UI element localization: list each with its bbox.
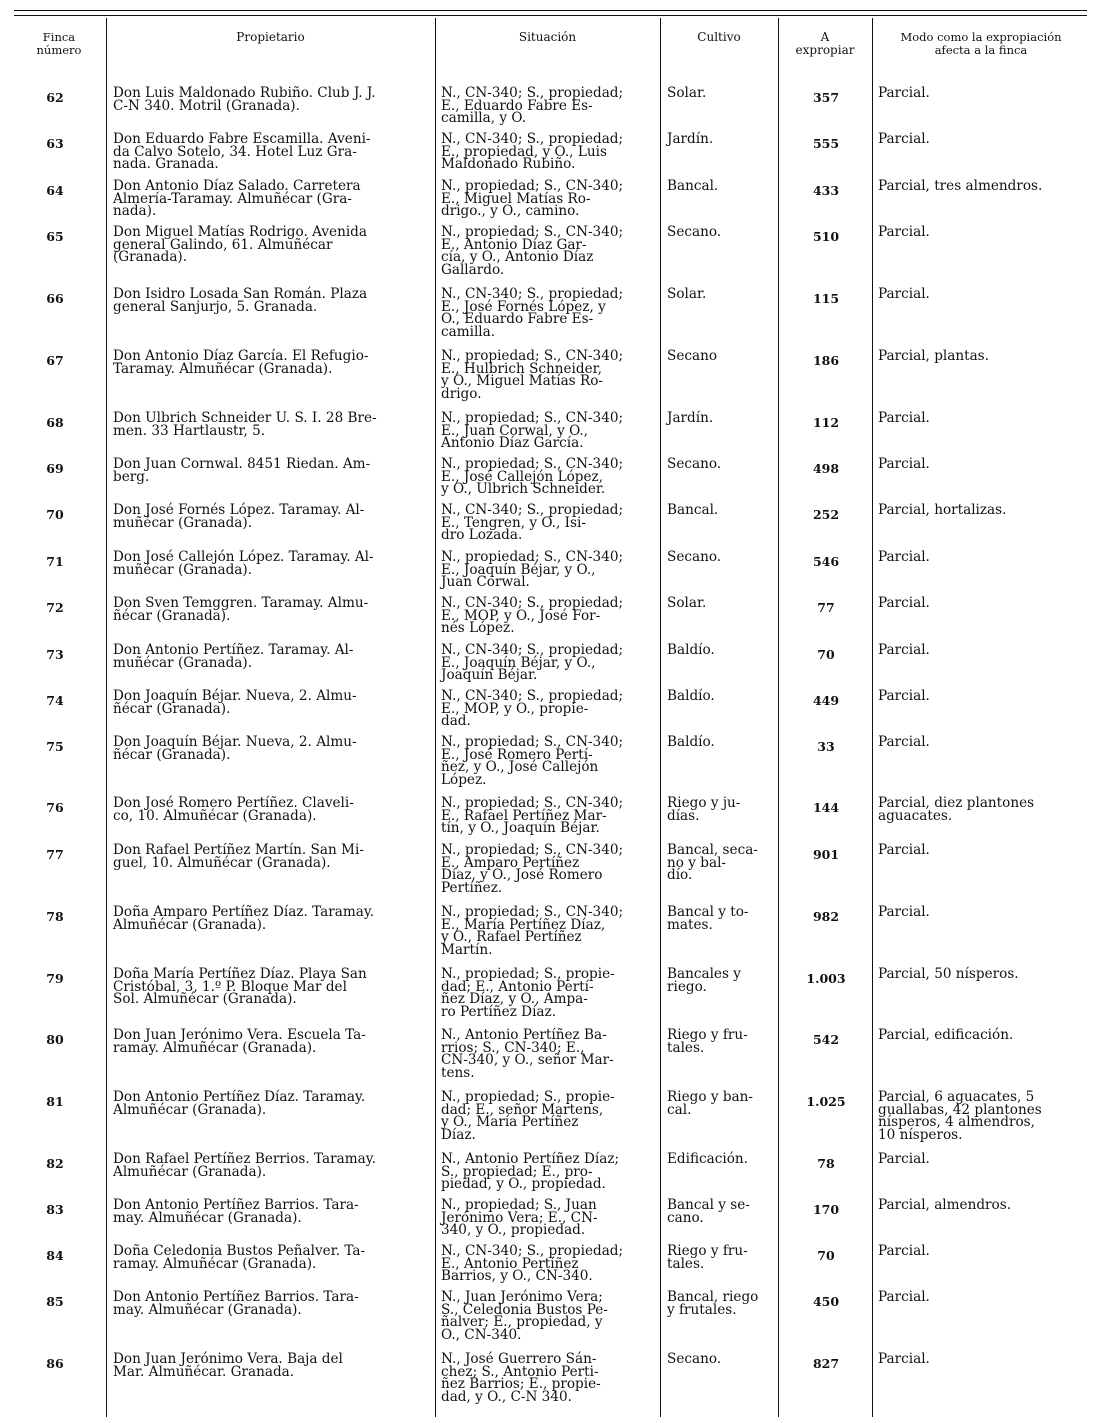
cell-cultivo: Secano. [667, 1351, 722, 1367]
cell-situacion: N., propiedad; S., CN-340; E., Antonio Díaz Gar- cía, y O., Antonio Díaz Gallardo. [441, 224, 624, 278]
cell-a-expropiar: 186 [812, 353, 840, 368]
cell-cultivo: Baldío. [667, 688, 715, 704]
header-modo: Modo como la expropiación afecta a la finca [900, 30, 1062, 57]
cell-finca-number: 65 [46, 229, 64, 244]
cell-cultivo: Bancales y riego. [667, 966, 741, 995]
cell-modo: Parcial, tres almendros. [878, 178, 1043, 194]
cell-finca-number: 67 [46, 353, 64, 368]
cell-situacion: N., CN-340; S., propiedad; E., MOP, y O., José For- nés López. [441, 595, 624, 636]
cell-propietario: Don Antonio Pertíñez Barrios. Tara- may. Almuñécar (Granada). [113, 1197, 359, 1226]
cell-finca-number: 83 [46, 1202, 64, 1217]
cell-a-expropiar: 170 [812, 1202, 840, 1217]
column-divider [872, 18, 873, 1417]
cell-propietario: Don Sven Temggren. Taramay. Almu- ñécar (Granada). [113, 595, 369, 624]
cell-modo: Parcial. [878, 1243, 930, 1259]
cell-a-expropiar: 70 [817, 1248, 835, 1263]
cell-modo: Parcial, diez plantones aguacates. [878, 795, 1035, 824]
cell-finca-number: 72 [46, 600, 64, 615]
header-finca: Finca número [36, 30, 82, 57]
cell-situacion: N., propiedad; S., CN-340; E., José Callejón López, y O., Ulbrich Schneider. [441, 456, 624, 497]
cell-cultivo: Jardín. [667, 410, 714, 426]
cell-modo: Parcial, 6 aguacates, 5 guallabas, 42 plantones nísperos, 4 almendros, 10 nísperos. [878, 1089, 1042, 1143]
cell-modo: Parcial. [878, 410, 930, 426]
cell-finca-number: 75 [46, 739, 64, 754]
header-a-expropiar: A expropiar [795, 30, 855, 57]
cell-situacion: N., propiedad; S., CN-340; E., Joaquín Béjar, y O., Juan Corwal. [441, 549, 624, 590]
cell-a-expropiar: 77 [817, 600, 835, 615]
cell-cultivo: Edificación. [667, 1151, 748, 1167]
cell-propietario: Don Antonio Díaz García. El Refugio- Taramay. Almuñécar (Granada). [113, 348, 369, 377]
cell-situacion: N., CN-340; S., propiedad; E., Joaquín Béjar, y O., Joaquín Béjar. [441, 642, 624, 683]
cell-propietario: Don Ulbrich Schneider U. S. I. 28 Bre- men. 33 Hartlaustr, 5. [113, 410, 377, 439]
cell-finca-number: 76 [46, 800, 64, 815]
cell-propietario: Don Rafael Pertíñez Martín. San Mi- guel, 10. Almuñécar (Granada). [113, 842, 364, 871]
cell-modo: Parcial, 50 nísperos. [878, 966, 1019, 982]
cell-propietario: Don José Romero Pertíñez. Claveli- co, 10. Almuñécar (Granada). [113, 795, 354, 824]
cell-a-expropiar: 70 [817, 647, 835, 662]
cell-finca-number: 85 [46, 1294, 64, 1309]
cell-situacion: N., Juan Jerónimo Vera; S., Celedonia Bustos Pe- ñalver; E., propiedad, y O., CN-340. [441, 1289, 608, 1343]
cell-propietario: Don Miguel Matías Rodrigo. Avenida general Galindo, 61. Almuñécar (Granada). [113, 224, 367, 265]
cell-finca-number: 82 [46, 1156, 64, 1171]
cell-situacion: N., propiedad; S., CN-340; E., Hulbrich Schneider, y O., Miguel Matías Ro- drigo. [441, 348, 624, 402]
cell-situacion: N., propiedad; S., CN-340; E., Amparo Pertíñez Díaz, y O., José Romero Pertíñez. [441, 842, 624, 896]
cell-cultivo: Riego y fru- tales. [667, 1027, 748, 1056]
cell-a-expropiar: 357 [812, 90, 840, 105]
cell-modo: Parcial. [878, 688, 930, 704]
cell-modo: Parcial, almendros. [878, 1197, 1012, 1213]
cell-situacion: N., propiedad; S., CN-340; E., Rafael Pertíñez Mar- tín, y O., Joaquín Béjar. [441, 795, 624, 836]
cell-finca-number: 77 [46, 847, 64, 862]
cell-finca-number: 62 [46, 90, 64, 105]
cell-propietario: Don Antonio Pertíñez. Taramay. Al- muñécar (Granada). [113, 642, 354, 671]
cell-cultivo: Riego y fru- tales. [667, 1243, 748, 1272]
cell-propietario: Don Antonio Díaz Salado. Carretera Almería-Taramay. Almuñécar (Gra- nada). [113, 178, 361, 219]
cell-a-expropiar: 1.025 [806, 1094, 846, 1109]
top-rule-2 [14, 15, 1087, 16]
cell-cultivo: Secano. [667, 456, 722, 472]
cell-propietario: Don Rafael Pertíñez Berrios. Taramay. Almuñécar (Granada). [113, 1151, 376, 1180]
cell-finca-number: 71 [46, 554, 64, 569]
cell-a-expropiar: 449 [812, 693, 840, 708]
cell-situacion: N., propiedad; S., propie- dad; E., señor Martens, y O., María Pertíñez Díaz. [441, 1089, 615, 1143]
cell-cultivo: Secano. [667, 224, 722, 240]
cell-a-expropiar: 450 [812, 1294, 840, 1309]
cell-a-expropiar: 542 [812, 1032, 840, 1047]
cell-propietario: Don Antonio Pertíñez Barrios. Tara- may. Almuñécar (Granada). [113, 1289, 359, 1318]
cell-modo: Parcial. [878, 549, 930, 565]
cell-cultivo: Riego y ban- cal. [667, 1089, 753, 1118]
cell-propietario: Don Juan Cornwal. 8451 Riedan. Am- berg. [113, 456, 371, 485]
cell-modo: Parcial. [878, 1351, 930, 1367]
cell-modo: Parcial, hortalizas. [878, 502, 1007, 518]
cell-situacion: N., propiedad; S., CN-340; E., José Romero Pertí- ñez, y O., José Callejón López. [441, 734, 624, 788]
cell-modo: Parcial. [878, 734, 930, 750]
cell-cultivo: Secano. [667, 549, 722, 565]
cell-situacion: N., Antonio Pertíñez Ba- rrios; S., CN-340; E., CN-340, y O., señor Mar- tens. [441, 1027, 614, 1081]
cell-a-expropiar: 433 [812, 183, 840, 198]
cell-situacion: N., CN-340; S., propiedad; E., MOP, y O., propie- dad. [441, 688, 624, 729]
cell-modo: Parcial. [878, 131, 930, 147]
cell-a-expropiar: 112 [812, 415, 840, 430]
cell-finca-number: 73 [46, 647, 64, 662]
top-rule [14, 10, 1087, 11]
cell-cultivo: Jardín. [667, 131, 714, 147]
cell-propietario: Don Luis Maldonado Rubiño. Club J. J. C-N 340. Motril (Granada). [113, 85, 376, 114]
cell-cultivo: Bancal, riego y frutales. [667, 1289, 759, 1318]
cell-a-expropiar: 827 [812, 1356, 840, 1371]
cell-a-expropiar: 252 [812, 507, 840, 522]
cell-modo: Parcial. [878, 842, 930, 858]
cell-cultivo: Baldío. [667, 734, 715, 750]
cell-cultivo: Bancal. [667, 178, 719, 194]
cell-cultivo: Bancal. [667, 502, 719, 518]
cell-finca-number: 70 [46, 507, 64, 522]
cell-propietario: Don Joaquín Béjar. Nueva, 2. Almu- ñécar (Granada). [113, 688, 357, 717]
cell-modo: Parcial. [878, 224, 930, 240]
cell-a-expropiar: 78 [817, 1156, 835, 1171]
cell-situacion: N., propiedad; S., CN-340; E., María Pertíñez Díaz, y O., Rafael Pertíñez Martín. [441, 904, 624, 958]
cell-cultivo: Bancal y to- mates. [667, 904, 749, 933]
column-divider [435, 18, 436, 1417]
cell-situacion: N., CN-340; S., propiedad; E., Eduardo Fabre Es- camilla, y O. [441, 85, 624, 126]
cell-finca-number: 84 [46, 1248, 64, 1263]
cell-modo: Parcial. [878, 286, 930, 302]
cell-finca-number: 66 [46, 291, 64, 306]
cell-a-expropiar: 982 [812, 909, 840, 924]
cell-finca-number: 81 [46, 1094, 64, 1109]
cell-modo: Parcial. [878, 456, 930, 472]
cell-propietario: Doña Celedonia Bustos Peñalver. Ta- ramay. Almuñécar (Granada). [113, 1243, 366, 1272]
cell-cultivo: Solar. [667, 85, 707, 101]
column-divider [106, 18, 107, 1417]
cell-finca-number: 74 [46, 693, 64, 708]
cell-modo: Parcial. [878, 904, 930, 920]
cell-propietario: Doña María Pertíñez Díaz. Playa San Cristóbal, 3, 1.º P. Bloque Mar del Sol. Almuñécar (Granada). [113, 966, 367, 1007]
cell-situacion: N., José Guerrero Sán- chez; S., Antonio Perti- ñez Barrios; E., propie- dad, y O., C-N 340. [441, 1351, 601, 1405]
cell-situacion: N., CN-340; S., propiedad; E., Tengren, y O., Isi- dro Lozada. [441, 502, 624, 543]
cell-cultivo: Secano [667, 348, 718, 364]
cell-situacion: N., Antonio Pertíñez Díaz; S., propiedad; E., pro- piedad, y O., propiedad. [441, 1151, 620, 1192]
cell-propietario: Don Antonio Pertíñez Díaz. Taramay. Almuñécar (Granada). [113, 1089, 366, 1118]
cell-propietario: Don Eduardo Fabre Escamilla. Aveni- da Calvo Sotelo, 34. Hotel Luz Gra- nada. Granada. [113, 131, 371, 172]
cell-finca-number: 69 [46, 461, 64, 476]
cell-modo: Parcial. [878, 1151, 930, 1167]
cell-a-expropiar: 510 [812, 229, 840, 244]
cell-finca-number: 63 [46, 136, 64, 151]
cell-finca-number: 79 [46, 971, 64, 986]
column-divider [778, 18, 779, 1417]
cell-propietario: Don Juan Jerónimo Vera. Escuela Ta- ramay. Almuñécar (Granada). [113, 1027, 366, 1056]
cell-finca-number: 86 [46, 1356, 64, 1371]
cell-propietario: Doña Amparo Pertíñez Díaz. Taramay. Almuñécar (Granada). [113, 904, 375, 933]
cell-situacion: N., propiedad; S., CN-340; E., Juan Corwal, y O., Antonio Díaz García. [441, 410, 624, 451]
cell-situacion: N., propiedad; S., Juan Jerónimo Vera; E., CN- 340, y O., propiedad. [441, 1197, 598, 1238]
cell-finca-number: 64 [46, 183, 64, 198]
cell-cultivo: Solar. [667, 595, 707, 611]
cell-modo: Parcial. [878, 1289, 930, 1305]
cell-cultivo: Riego y ju- días. [667, 795, 741, 824]
cell-modo: Parcial, edificación. [878, 1027, 1014, 1043]
cell-situacion: N., propiedad; S., propie- dad; E., Antonio Pertí- ñez Díaz, y O., Ampa- ro Pertíñez Díaz. [441, 966, 615, 1020]
cell-propietario: Don Juan Jerónimo Vera. Baja del Mar. Almuñécar. Granada. [113, 1351, 343, 1380]
cell-situacion: N., CN-340; S., propiedad; E., José Fornés López, y O., Eduardo Fabre Es- camilla. [441, 286, 624, 340]
header-propietario: Propietario [236, 30, 305, 44]
cell-a-expropiar: 498 [812, 461, 840, 476]
cell-situacion: N., CN-340; S., propiedad; E., Antonio Pertíñez Barrios, y O., CN-340. [441, 1243, 624, 1284]
cell-cultivo: Bancal y se- cano. [667, 1197, 750, 1226]
cell-a-expropiar: 546 [812, 554, 840, 569]
cell-cultivo: Bancal, seca- no y bal- dío. [667, 842, 758, 883]
cell-a-expropiar: 901 [812, 847, 840, 862]
cell-a-expropiar: 115 [812, 291, 840, 306]
cell-finca-number: 68 [46, 415, 64, 430]
cell-propietario: Don Isidro Losada San Román. Plaza general Sanjurjo, 5. Granada. [113, 286, 368, 315]
cell-cultivo: Solar. [667, 286, 707, 302]
cell-situacion: N., propiedad; S., CN-340; E., Miguel Matías Ro- drigo., y O., camino. [441, 178, 624, 219]
cell-modo: Parcial, plantas. [878, 348, 989, 364]
cell-situacion: N., CN-340; S., propiedad; E., propiedad, y O., Luis Maldonado Rubiño. [441, 131, 624, 172]
cell-finca-number: 80 [46, 1032, 64, 1047]
cell-a-expropiar: 33 [817, 739, 835, 754]
cell-propietario: Don Joaquín Béjar. Nueva, 2. Almu- ñécar (Granada). [113, 734, 357, 763]
cell-a-expropiar: 555 [812, 136, 840, 151]
header-cultivo: Cultivo [697, 30, 741, 44]
cell-cultivo: Baldío. [667, 642, 715, 658]
cell-modo: Parcial. [878, 85, 930, 101]
cell-modo: Parcial. [878, 642, 930, 658]
column-divider [660, 18, 661, 1417]
cell-propietario: Don José Callejón López. Taramay. Al- muñécar (Granada). [113, 549, 374, 578]
cell-a-expropiar: 144 [812, 800, 840, 815]
cell-modo: Parcial. [878, 595, 930, 611]
cell-a-expropiar: 1.003 [806, 971, 846, 986]
header-situacion: Situación [518, 30, 577, 44]
cell-finca-number: 78 [46, 909, 64, 924]
cell-propietario: Don José Fornés López. Taramay. Al- muñécar (Granada). [113, 502, 365, 531]
